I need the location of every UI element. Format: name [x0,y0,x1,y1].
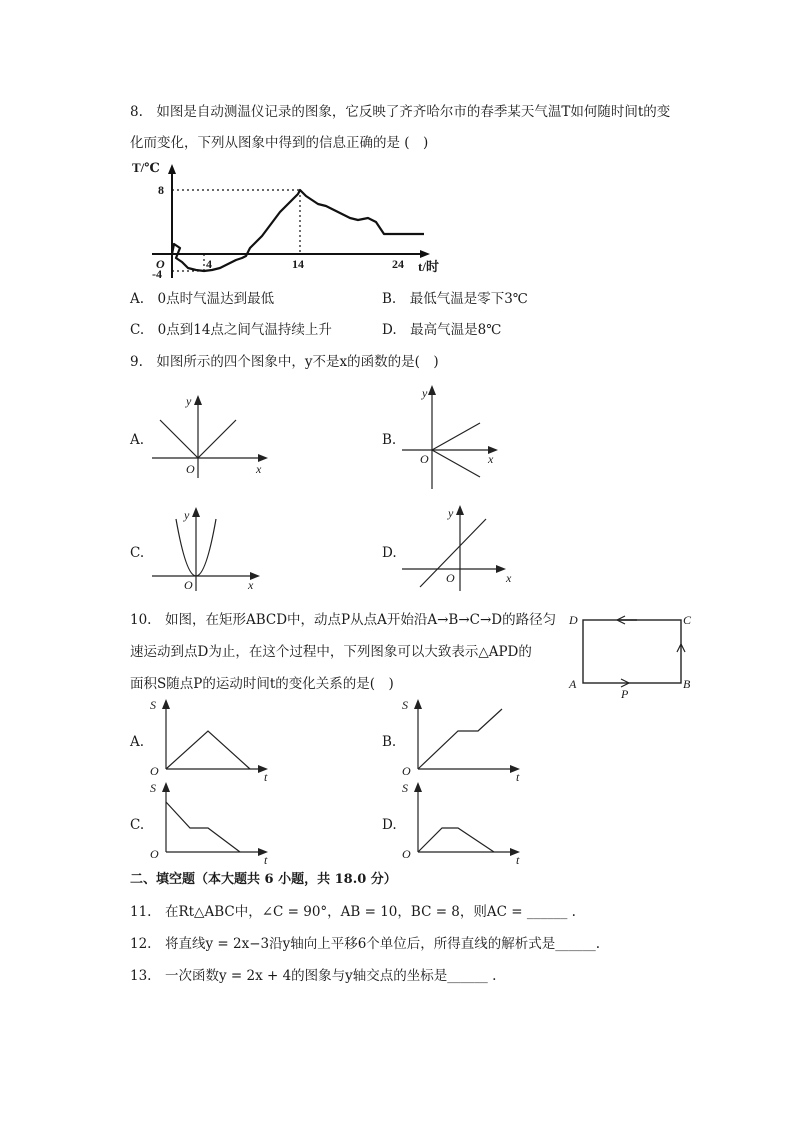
q8-x-axis-label: t/时 [418,259,439,274]
q8-option-b: B. 最低气温是零下3℃ [382,291,528,307]
q10-vertex-b: B [683,677,691,691]
q8-temperature-graph [128,158,448,283]
q13-stem: 13. 一次函数y = 2x + 4的图象与y轴交点的坐标是______ . [130,968,497,984]
q10-graph-a [148,697,278,784]
q12-stem: 12. 将直线y = 2x−3沿y轴向上平移6个单位后，所得直线的解析式是______. [130,936,601,952]
q9-graph-b [400,383,510,493]
q10c-t: t [264,853,268,867]
q9a-x: x [256,462,262,476]
q9a-y: y [186,394,192,408]
q8-option-d: D. 最高气温是8℃ [382,322,502,338]
q8-option-a: A. 0点时气温达到最低 [130,291,275,307]
q10-stem-line1: 10. 如图，在矩形ABCD中，动点P从点A开始沿A→B→C→D的路径匀 [130,612,557,628]
q10d-o: O [402,847,411,861]
q9b-o: O [420,452,429,466]
q8-x-tick-14: 14 [292,257,304,271]
q10b-t: t [516,770,520,784]
q10-label-c: C. [130,817,145,833]
q10-rectangle-figure [565,608,705,701]
q10-label-b: B. [382,734,397,750]
q9c-o: O [184,578,193,592]
q9d-y: y [448,506,454,520]
q10-vertex-c: C [683,613,692,627]
q10a-o: O [150,764,159,778]
q9b-x: x [488,452,494,466]
q10a-s: S [150,698,156,712]
q9-graph-a [150,393,280,483]
q10-label-d: D. [382,817,397,833]
q8-stem-line1: 8. 如图是自动测温仪记录的图象，它反映了齐齐哈尔市的春季某天气温T如何随时间t的变 [130,104,671,120]
q10d-s: S [402,781,408,795]
q9-label-d: D. [382,545,397,561]
q9-stem: 9. 如图所示的四个图象中，y不是x的函数的是( ) [130,354,439,370]
q10a-t: t [264,770,268,784]
q9b-y: y [422,386,428,400]
q9d-x: x [506,571,512,585]
q10d-t: t [516,853,520,867]
q8-stem-line2: 化而变化，下列从图象中得到的信息正确的是 ( ) [130,135,429,151]
q10b-o: O [402,764,411,778]
section-2-heading: 二、填空题（本大题共 6 小题，共 18.0 分） [130,872,397,887]
q10-label-a: A. [130,734,145,750]
q8-option-c: C. 0点到14点之间气温持续上升 [130,322,332,338]
q10-point-p: P [621,687,629,701]
q10c-o: O [150,847,159,861]
q11-stem: 11. 在Rt△ABC中，∠C = 90°，AB = 10，BC = 8，则AC = ______ . [130,904,576,920]
q8-y-tick-neg4: -4 [152,267,162,281]
q9a-o: O [186,462,195,476]
q8-x-tick-24: 24 [392,257,404,271]
q10b-s: S [402,698,408,712]
q10-graph-c [148,780,278,867]
q10-graph-b [400,697,530,784]
q10-vertex-d: D [569,613,578,627]
q8-y-tick-8: 8 [158,183,164,197]
q10c-s: S [150,781,156,795]
q10-vertex-a: A [569,677,577,691]
q9-graph-d [400,503,520,593]
q8-origin: O [156,257,165,271]
q10-stem-line3: 面积S随点P的运动时间t的变化关系的是( ) [130,676,394,692]
q9-label-a: A. [130,432,145,448]
q9d-o: O [446,571,455,585]
q10-stem-line2: 速运动到点D为止，在这个过程中，下列图象可以大致表示△APD的 [130,644,532,660]
q9-label-c: C. [130,545,145,561]
q8-x-tick-4: 4 [206,257,212,271]
q9c-x: x [248,578,254,592]
q8-y-axis-label: T/℃ [132,160,160,175]
q9c-y: y [184,508,190,522]
q9-label-b: B. [382,432,397,448]
q9-graph-c [150,505,280,595]
q10-graph-d [400,780,530,867]
